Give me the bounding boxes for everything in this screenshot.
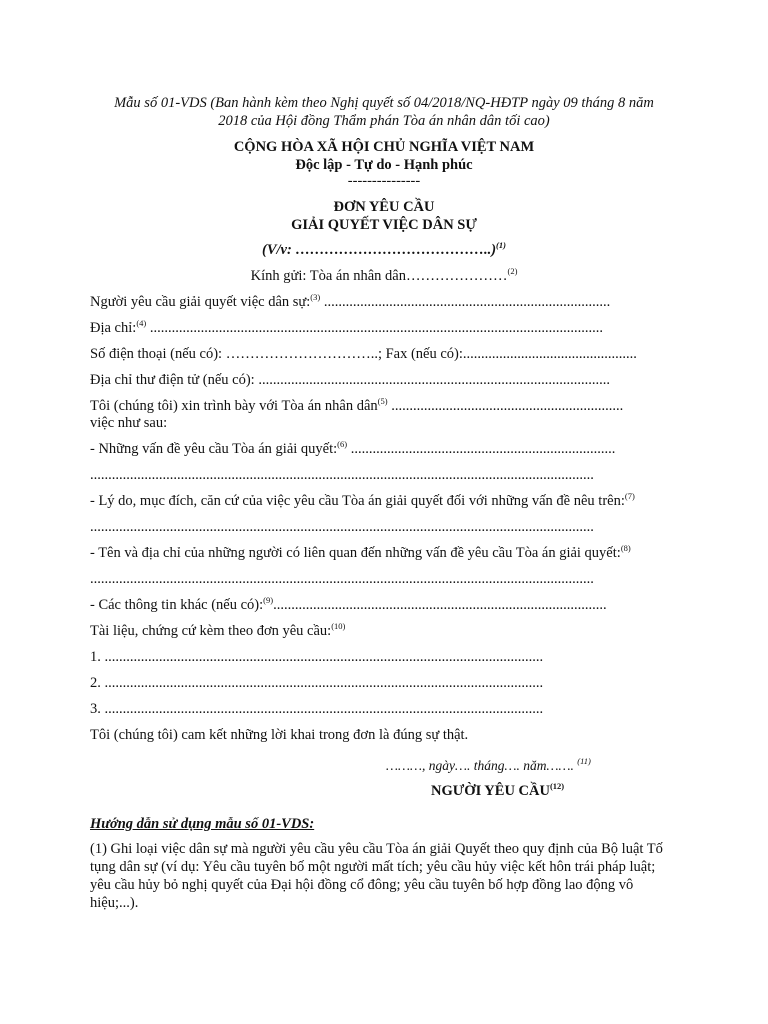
- doc-title-line2: GIẢI QUYẾT VIỆC DÂN SỰ: [291, 217, 477, 233]
- item-footnote: (9): [263, 595, 274, 605]
- item-other-info: [90, 596, 607, 614]
- item-label: - Những vấn đề yêu cầu Tòa án giải quyết:: [90, 441, 338, 457]
- field-label: Tôi (chúng tôi) xin trình bày với Tòa án nhân dân: [90, 398, 378, 414]
- field-phone-fax: [90, 345, 637, 363]
- date-footnote: (11): [577, 756, 591, 766]
- doc-title-line1: ĐƠN YÊU CẦU: [333, 199, 435, 215]
- addressee-footnote: (2): [507, 266, 518, 276]
- date-text: ………, ngày…. tháng…. năm…….: [386, 758, 574, 773]
- item-issues: [90, 440, 615, 458]
- commitment: Tôi (chúng tôi) cam kết những lời khai trong đơn là đúng sự thật.: [90, 727, 469, 743]
- addressee: [0, 267, 768, 285]
- form-note-line2: 2018 của Hội đồng Thẩm phán Tòa án nhân dân tối cao): [218, 113, 550, 129]
- documents-label-text: Tài liệu, chứng cứ kèm theo đơn yêu cầu:: [90, 623, 332, 639]
- requester-title: NGƯỜI YÊU CẦU: [431, 783, 550, 799]
- documents-label: [90, 622, 345, 640]
- item-reasons: [90, 492, 635, 510]
- field-dots: ................................................................: [387, 398, 624, 414]
- item-footnote: (6): [337, 439, 348, 449]
- item-footnote: (8): [620, 543, 631, 553]
- item-footnote: (7): [624, 491, 635, 501]
- requester-signature: [431, 782, 564, 800]
- guide-heading: Hướng dẫn sử dụng mẫu số 01-VDS:: [90, 816, 315, 832]
- continuation-dots: ...........................................................................................................................................: [90, 467, 594, 483]
- doc-subject: [0, 241, 768, 259]
- date-line: [386, 757, 591, 775]
- matter-intro: việc như sau:: [90, 415, 168, 431]
- item-label: - Các thông tin khác (nếu có):: [90, 597, 264, 613]
- guide-paragraph-1: (1) Ghi loại việc dân sự mà người yêu cầu yêu cầu Tòa án giải Quyết theo quy định của Bộ luật Tố tụng dân sự (ví dụ: Yêu cầu tuyên bố một người mất tích; yêu cầu hủy việc kết hôn trái pháp luật; yêu cầu hủy bỏ nghị quyết của Đại hội đồng cổ đông; yêu cầu tuyên bố hợp đồng lao động vô hiệu;...).: [90, 841, 663, 911]
- subject-footnote: (1): [496, 240, 506, 250]
- item-dots: ............................................................................................: [273, 597, 607, 613]
- form-note-line1: Mẫu số 01-VDS (Ban hành kèm theo Nghị quyết số 04/2018/NQ-HĐTP ngày 09 tháng 8 năm: [114, 95, 654, 111]
- field-presentation: [90, 397, 623, 415]
- field-dots: .................................................................................................: [254, 372, 610, 388]
- header-divider: ---------------: [347, 173, 421, 189]
- field-requester: [90, 293, 610, 311]
- field-label: Địa chỉ:: [90, 320, 137, 336]
- field-footnote: (4): [136, 318, 147, 328]
- continuation-dots: ...........................................................................................................................................: [90, 571, 594, 587]
- document-item: 1. .........................................................................................................................: [90, 649, 544, 665]
- field-footnote: (3): [310, 292, 321, 302]
- field-dots: .............................................................................................................................: [146, 320, 603, 336]
- addressee-text: Kính gửi: Tòa án nhân dân…………………: [250, 268, 508, 284]
- field-label: Số điện thoại (nếu có): …………………………..; Fax (nếu có):: [90, 346, 463, 362]
- item-label: - Lý do, mục đích, căn cứ của việc yêu cầu Tòa án giải quyết đối với những vấn đề nêu trên:: [90, 493, 625, 509]
- field-label: Địa chỉ thư điện tử (nếu có):: [90, 372, 255, 388]
- field-dots: ................................................: [462, 346, 637, 362]
- field-label: Người yêu cầu giải quyết việc dân sự:: [90, 294, 311, 310]
- motto: Độc lập - Tự do - Hạnh phúc: [295, 157, 473, 173]
- field-footnote: (5): [377, 396, 388, 406]
- field-email: [90, 371, 610, 389]
- item-dots: .........................................................................: [347, 441, 616, 457]
- requester-footnote: (12): [549, 781, 565, 791]
- continuation-dots: ...........................................................................................................................................: [90, 519, 594, 535]
- documents-footnote: (10): [331, 621, 346, 631]
- field-dots: ...............................................................................: [320, 294, 611, 310]
- subject-text: (V/v: …………………………………..): [262, 242, 497, 258]
- field-address: [90, 319, 603, 337]
- item-label: - Tên và địa chỉ của những người có liên quan đến những vấn đề yêu cầu Tòa án giải quyết:: [90, 545, 621, 561]
- document-item: 3. .........................................................................................................................: [90, 701, 544, 717]
- nation-title: CỘNG HÒA XÃ HỘI CHỦ NGHĨA VIỆT NAM: [233, 139, 535, 155]
- document-item: 2. .........................................................................................................................: [90, 675, 544, 691]
- item-related-persons: [90, 544, 631, 562]
